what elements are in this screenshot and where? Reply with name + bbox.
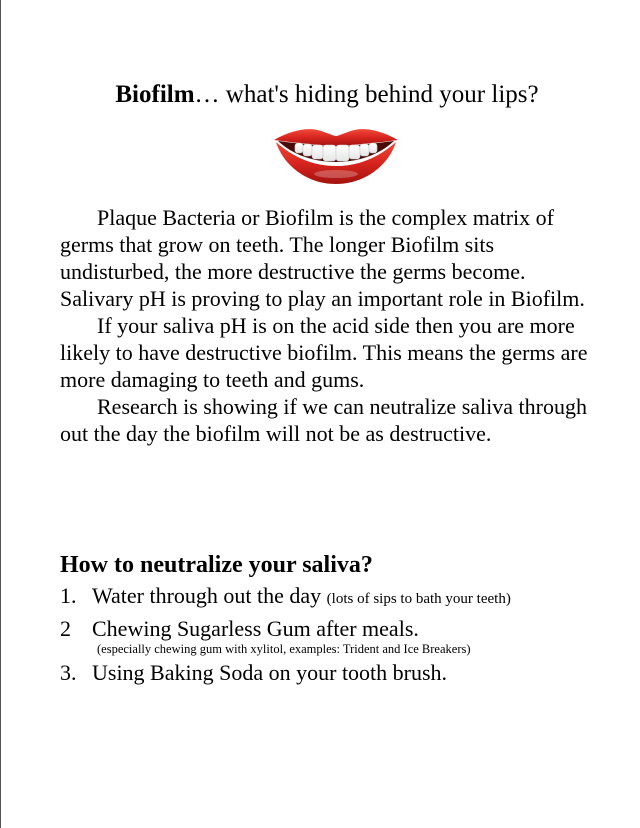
neutralize-list bbox=[60, 581, 630, 687]
lips-icon bbox=[272, 124, 400, 186]
list-item bbox=[60, 614, 630, 643]
body-text bbox=[60, 204, 600, 447]
list-number: 1. bbox=[60, 583, 77, 608]
title-bold: Biofilm bbox=[115, 81, 195, 108]
list-number: 2 bbox=[60, 616, 71, 641]
section-heading: How to neutralize your saliva? bbox=[60, 552, 373, 578]
paragraph-1: Plaque Bacteria or Biofilm is the complex matrix of germs that grow on teeth. The longer Biofilm sits undisturbed, the more destructive the germs become. Salivary pH is proving to play an important role in Biofilm. bbox=[60, 205, 585, 311]
page-left-border bbox=[0, 0, 1, 828]
list-text: Chewing Sugarless Gum after meals. bbox=[92, 616, 419, 641]
list-item bbox=[60, 658, 630, 687]
list-number: 3. bbox=[60, 660, 77, 685]
page-title bbox=[14, 80, 640, 110]
list-text bbox=[92, 581, 511, 614]
paragraph-3: Research is showing if we can neutralize saliva through out the day the biofilm will not be as destructive. bbox=[60, 394, 587, 446]
list-item-aside: (lots of sips to bath your teeth) bbox=[326, 591, 511, 607]
title-rest: … what's hiding behind your lips? bbox=[194, 81, 539, 108]
list-text: Using Baking Soda on your tooth brush. bbox=[92, 660, 448, 685]
paragraph-2: If your saliva pH is on the acid side then you are more likely to have destructive biofilm. This means the germs are more damaging to teeth and gums. bbox=[60, 313, 588, 392]
list-item-note: (especially chewing gum with xylitol, examples: Trident and Ice Breakers) bbox=[97, 642, 471, 656]
list-item-main: Water through out the day bbox=[92, 583, 322, 608]
list-item bbox=[60, 581, 630, 614]
